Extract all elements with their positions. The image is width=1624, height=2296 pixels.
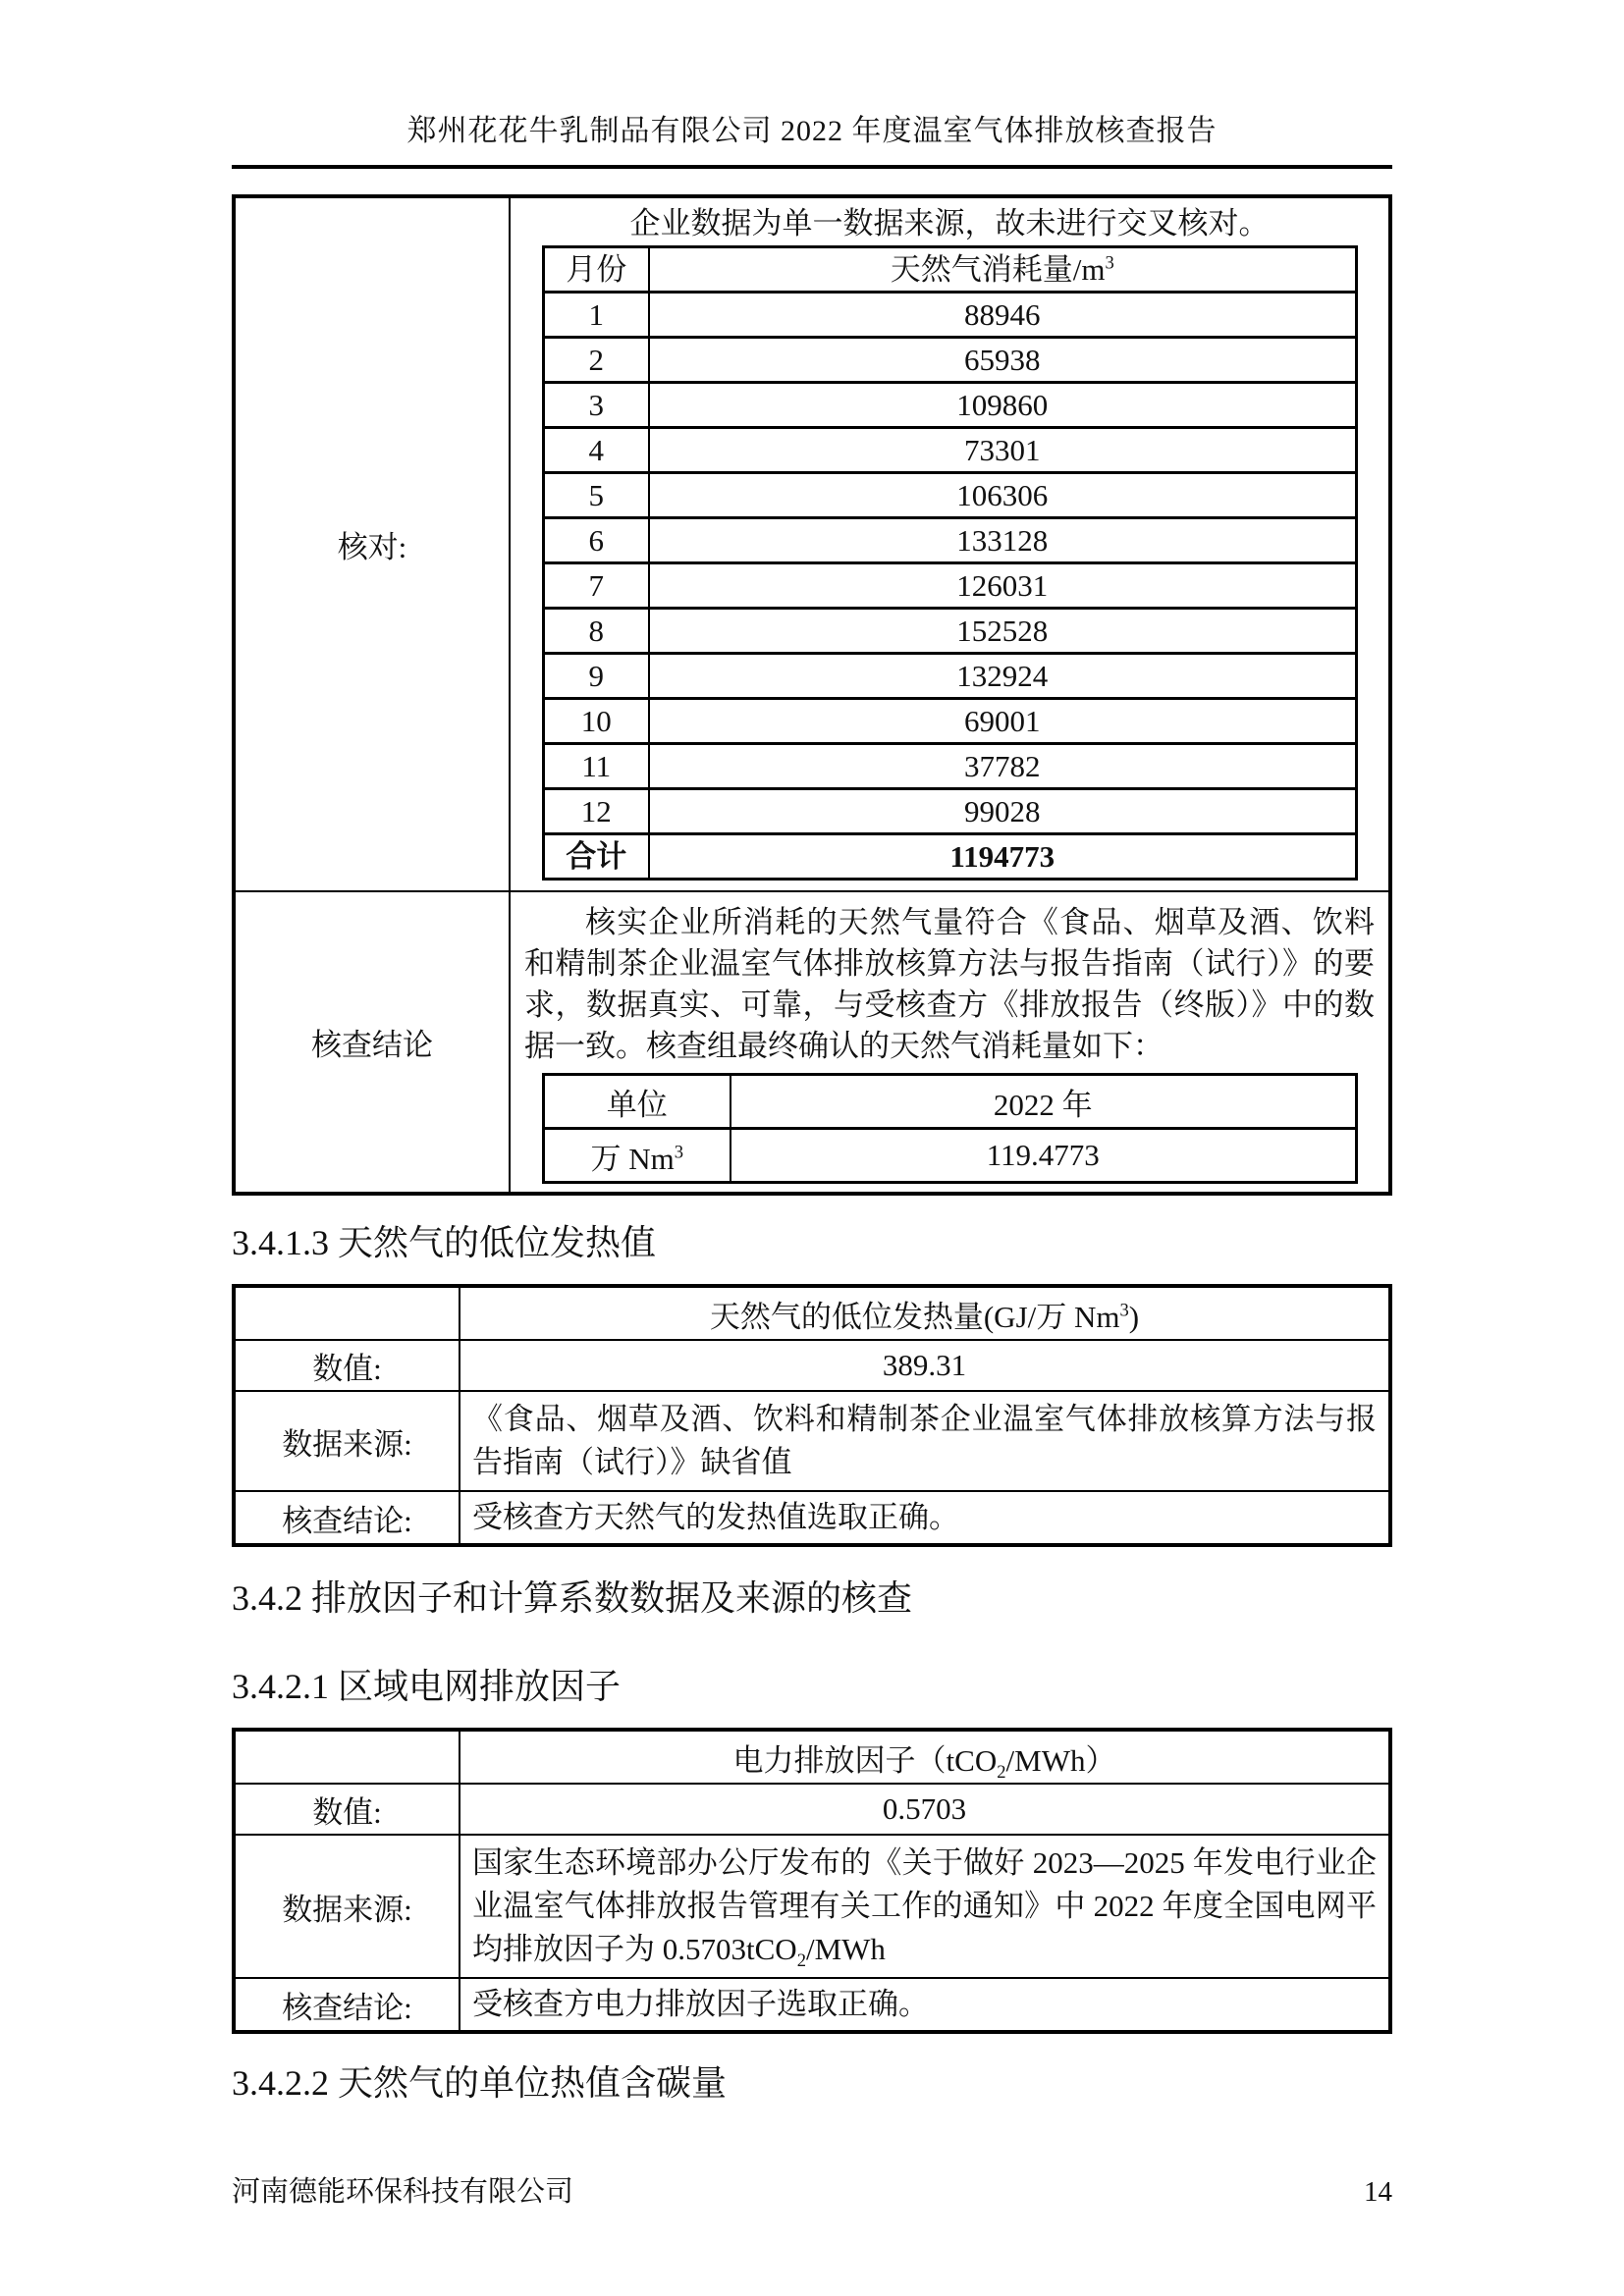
ef-source-row bbox=[234, 1835, 1390, 1978]
consumption-cell: 109860 bbox=[649, 383, 1356, 428]
conclusion-content-cell bbox=[510, 891, 1390, 1194]
ncv-header-row bbox=[234, 1286, 1390, 1340]
month-row bbox=[543, 338, 1356, 383]
check-content-cell bbox=[510, 196, 1390, 891]
page-footer bbox=[232, 2169, 1392, 2210]
ef-value-label: 数值: bbox=[234, 1784, 460, 1835]
ncv-source-label: 数据来源: bbox=[234, 1391, 460, 1491]
consumption-header-superscript: 3 bbox=[1105, 252, 1114, 274]
consumption-cell: 69001 bbox=[649, 699, 1356, 744]
ef-header-row bbox=[234, 1730, 1390, 1784]
month-row bbox=[543, 789, 1356, 834]
grid-emission-factor-table bbox=[232, 1728, 1392, 2034]
total-label-cell: 合计 bbox=[543, 834, 649, 880]
monthly-consumption-table bbox=[542, 245, 1358, 881]
consumption-cell: 37782 bbox=[649, 744, 1356, 789]
ef-header-subscript: 2 bbox=[997, 1761, 1006, 1783]
section-heading-3-4-2: 3.4.2 排放因子和计算系数数据及来源的核查 bbox=[232, 1578, 913, 1618]
month-row bbox=[543, 699, 1356, 744]
month-row bbox=[543, 563, 1356, 609]
year-value-cell: 119.4773 bbox=[731, 1129, 1356, 1183]
conclusion-row bbox=[234, 891, 1390, 1194]
consumption-cell: 99028 bbox=[649, 789, 1356, 834]
footer-company: 河南德能环保科技有限公司 bbox=[232, 2176, 574, 2208]
month-row bbox=[543, 654, 1356, 699]
month-cell: 10 bbox=[543, 699, 649, 744]
month-cell: 4 bbox=[543, 428, 649, 473]
ncv-source-cell: 《食品、烟草及酒、饮料和精制茶企业温室气体排放核算方法与报告指南（试行）》缺省值 bbox=[460, 1391, 1390, 1491]
month-row bbox=[543, 473, 1356, 518]
monthly-header-row bbox=[543, 247, 1356, 293]
unit-header-cell: 单位 bbox=[543, 1075, 731, 1129]
month-cell: 7 bbox=[543, 563, 649, 609]
month-cell: 2 bbox=[543, 338, 649, 383]
unit-value-cell bbox=[543, 1129, 731, 1183]
consumption-cell: 132924 bbox=[649, 654, 1356, 699]
section-heading-3-4-1-3: 3.4.1.3 天然气的低位发热值 bbox=[232, 1223, 657, 1262]
consumption-cell: 106306 bbox=[649, 473, 1356, 518]
page-content bbox=[232, 0, 1392, 2105]
consumption-cell: 133128 bbox=[649, 518, 1356, 563]
ncv-conclusion-row bbox=[234, 1491, 1390, 1545]
check-row bbox=[234, 196, 1390, 891]
ncv-conclusion-label: 核查结论: bbox=[234, 1491, 460, 1545]
month-cell: 1 bbox=[543, 293, 649, 338]
footer-page-number: 14 bbox=[1364, 2176, 1392, 2208]
confirmed-consumption-table bbox=[542, 1073, 1358, 1184]
ncv-value-row bbox=[234, 1340, 1390, 1391]
confirmed-value-row bbox=[543, 1129, 1356, 1183]
ef-conclusion-row bbox=[234, 1978, 1390, 2032]
consumption-cell: 88946 bbox=[649, 293, 1356, 338]
ef-header-empty-cell bbox=[234, 1730, 460, 1784]
consumption-header-text: 天然气消耗量/m bbox=[890, 251, 1106, 287]
consumption-cell: 73301 bbox=[649, 428, 1356, 473]
ncv-header-text: 天然气的低位发热量(GJ/万 Nm bbox=[709, 1299, 1120, 1334]
month-row bbox=[543, 428, 1356, 473]
ncv-value-label: 数值: bbox=[234, 1340, 460, 1391]
check-label-cell: 核对: bbox=[234, 196, 510, 891]
month-row bbox=[543, 518, 1356, 563]
ef-value-cell: 0.5703 bbox=[460, 1784, 1390, 1835]
ef-source-suffix: /MWh bbox=[805, 1932, 886, 1966]
month-row bbox=[543, 383, 1356, 428]
total-row bbox=[543, 834, 1356, 880]
month-column-header: 月份 bbox=[543, 247, 649, 293]
ef-value-row bbox=[234, 1784, 1390, 1835]
ncv-source-row bbox=[234, 1391, 1390, 1491]
month-row bbox=[543, 293, 1356, 338]
section-heading-3-4-2-2: 3.4.2.2 天然气的单位热值含碳量 bbox=[232, 2063, 728, 2103]
total-value-cell: 1194773 bbox=[649, 834, 1356, 880]
ef-source-subscript: 2 bbox=[796, 1950, 806, 1972]
ncv-header-superscript: 3 bbox=[1119, 1300, 1129, 1321]
unit-value-superscript: 3 bbox=[674, 1142, 684, 1163]
ncv-header-cell bbox=[460, 1286, 1390, 1340]
month-cell: 9 bbox=[543, 654, 649, 699]
month-cell: 6 bbox=[543, 518, 649, 563]
year-header-cell: 2022 年 bbox=[731, 1075, 1356, 1129]
ef-header-text: 电力排放因子（tCO bbox=[732, 1742, 998, 1778]
month-cell: 11 bbox=[543, 744, 649, 789]
ef-conclusion-label: 核查结论: bbox=[234, 1978, 460, 2032]
ncv-table bbox=[232, 1284, 1392, 1547]
ef-header-cell bbox=[460, 1730, 1390, 1784]
month-cell: 5 bbox=[543, 473, 649, 518]
consumption-cell: 65938 bbox=[649, 338, 1356, 383]
ef-source-label: 数据来源: bbox=[234, 1835, 460, 1978]
month-row bbox=[543, 609, 1356, 654]
ef-conclusion-cell: 受核查方电力排放因子选取正确。 bbox=[460, 1978, 1390, 2032]
confirmed-header-row bbox=[543, 1075, 1356, 1129]
month-cell: 12 bbox=[543, 789, 649, 834]
conclusion-label-cell: 核查结论 bbox=[234, 891, 510, 1194]
month-row bbox=[543, 744, 1356, 789]
ncv-header-suffix: ) bbox=[1128, 1299, 1140, 1334]
report-title: 郑州花花牛乳制品有限公司 2022 年度温室气体排放核查报告 bbox=[406, 115, 1218, 147]
ncv-header-empty-cell bbox=[234, 1286, 460, 1340]
header-divider bbox=[232, 165, 1392, 169]
cross-check-note: 企业数据为单一数据来源，故未进行交叉核对。 bbox=[629, 206, 1270, 240]
month-cell: 8 bbox=[543, 609, 649, 654]
conclusion-paragraph: 核实企业所消耗的天然气量符合《食品、烟草及酒、饮料和精制茶企业温室气体排放核算方法与报告指南（试行）》的要求，数据真实、可靠，与受核查方《排放报告（终版）》中的数据一致。核查组最终确认的天然气消耗量如下： bbox=[524, 905, 1375, 1063]
ncv-value-cell: 389.31 bbox=[460, 1340, 1390, 1391]
section-heading-3-4-2-1: 3.4.2.1 区域电网排放因子 bbox=[232, 1667, 622, 1706]
consumption-cell: 152528 bbox=[649, 609, 1356, 654]
ef-source-text: 国家生态环境部办公厅发布的《关于做好 2023—2025 年发电行业企业温室气体排放报告管理有关工作的通知》中 2022 年度全国电网平均排放因子为 0.5703tCO bbox=[472, 1845, 1377, 1966]
consumption-column-header bbox=[649, 247, 1356, 293]
ef-header-suffix: /MWh） bbox=[1005, 1742, 1116, 1778]
unit-value-text: 万 Nm bbox=[590, 1141, 675, 1176]
natural-gas-verification-table bbox=[232, 194, 1392, 1196]
ef-source-cell bbox=[460, 1835, 1390, 1978]
consumption-cell: 126031 bbox=[649, 563, 1356, 609]
ncv-conclusion-cell: 受核查方天然气的发热值选取正确。 bbox=[460, 1491, 1390, 1545]
month-cell: 3 bbox=[543, 383, 649, 428]
